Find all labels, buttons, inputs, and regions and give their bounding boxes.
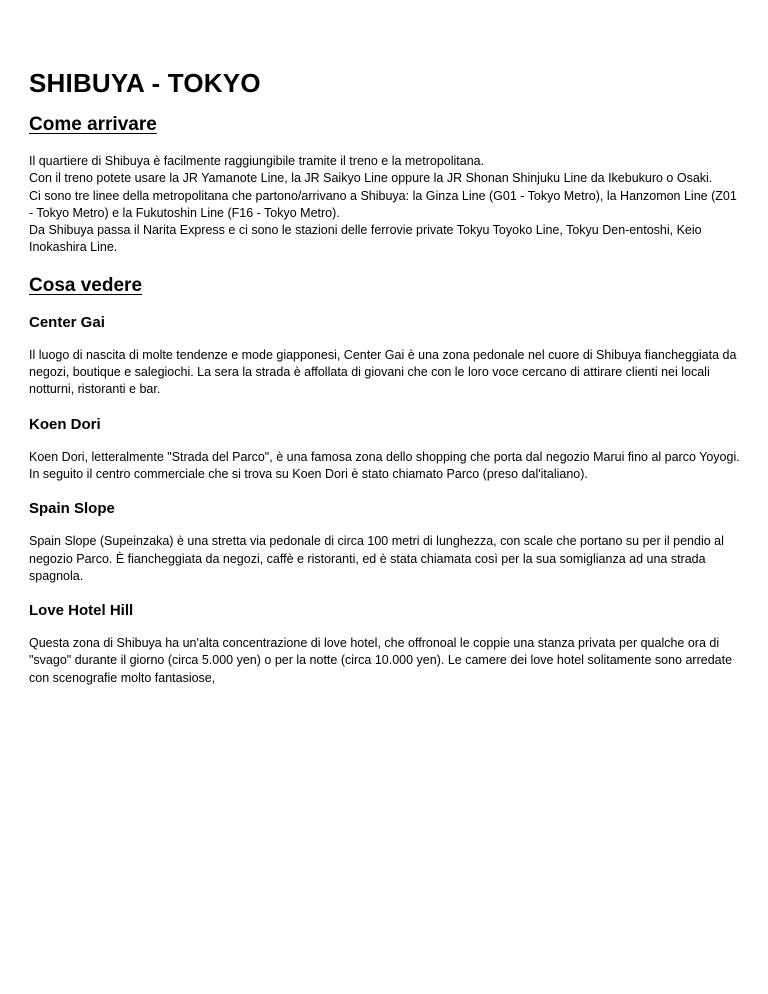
place-heading-center-gai: Center Gai: [29, 313, 105, 331]
section-heading-cosa-vedere: Cosa vedere: [29, 274, 143, 296]
arrive-line-4: Da Shibuya passa il Narita Express e ci sono le stazioni delle ferrovie private Tokyu Toyoko Line, Tokyu Den-entoshi, Keio Inokashira Line.: [29, 223, 702, 255]
place-heading-love-hotel-hill: Love Hotel Hill: [29, 602, 134, 620]
page-title: SHIBUYA - TOKYO: [29, 68, 261, 98]
place-text-spain-slope: Spain Slope (Supeinzaka) è una stretta via pedonale di circa 100 metri di lunghezza, con scale che portano su per il pendio al negozio Parco. È fiancheggiata da negozi, caffè e ristoranti, ed è stata chiamata così per la sua somiglianza ad una strada spagnola.: [29, 534, 724, 583]
arrive-line-1: Il quartiere di Shibuya è facilmente raggiungibile tramite il treno e la metropolitana.: [29, 154, 485, 168]
place-heading-koen-dori: Koen Dori: [29, 415, 101, 433]
place-heading-spain-slope: Spain Slope: [29, 500, 115, 518]
place-text-center-gai: Il luogo di nascita di molte tendenze e mode giapponesi, Center Gai è una zona pedonale nel cuore di Shibuya fiancheggiata da negozi, boutique e salegiochi. La sera la strada è affollata di giovani che con le loro voce cercano di attirare clienti nei locali notturni, ristoranti e bar.: [29, 347, 737, 397]
place-text-love-hotel-hill: Questa zona di Shibuya ha un'alta concentrazione di love hotel, che offronoal le coppie una stanza privata per qualche ora di "svago" durante il giorno (circa 5.000 yen) o per la notte (circa 10.000 yen). Le camere dei love hotel solitamente sono arredate con scenografie molto fantasiose,: [29, 636, 733, 685]
arrive-line-3: Ci sono tre linee della metropolitana che partono/arrivano a Shibuya: la Ginza Line (G01 - Tokyo Metro), la Hanzomon Line (Z01 - Tokyo Metro) e la Fukutoshin Line (F16 - Tokyo Metro).: [29, 188, 737, 220]
arrive-paragraph: [29, 153, 740, 257]
place-text-koen-dori: Koen Dori, letteralmente "Strada del Parco", è una famosa zona dello shopping che porta dal negozio Marui fino al parco Yoyogi. In seguito il centro commerciale che si trova su Koen Dori è stato chiamato Parco (preso dal'italiano).: [29, 449, 740, 481]
arrive-line-2: Con il treno potete usare la JR Yamanote Line, la JR Saikyo Line oppure la JR Shonan Shinjuku Line da Ikebukuro o Osaki.: [29, 171, 713, 186]
section-heading-come-arrivare: Come arrivare: [29, 114, 157, 135]
